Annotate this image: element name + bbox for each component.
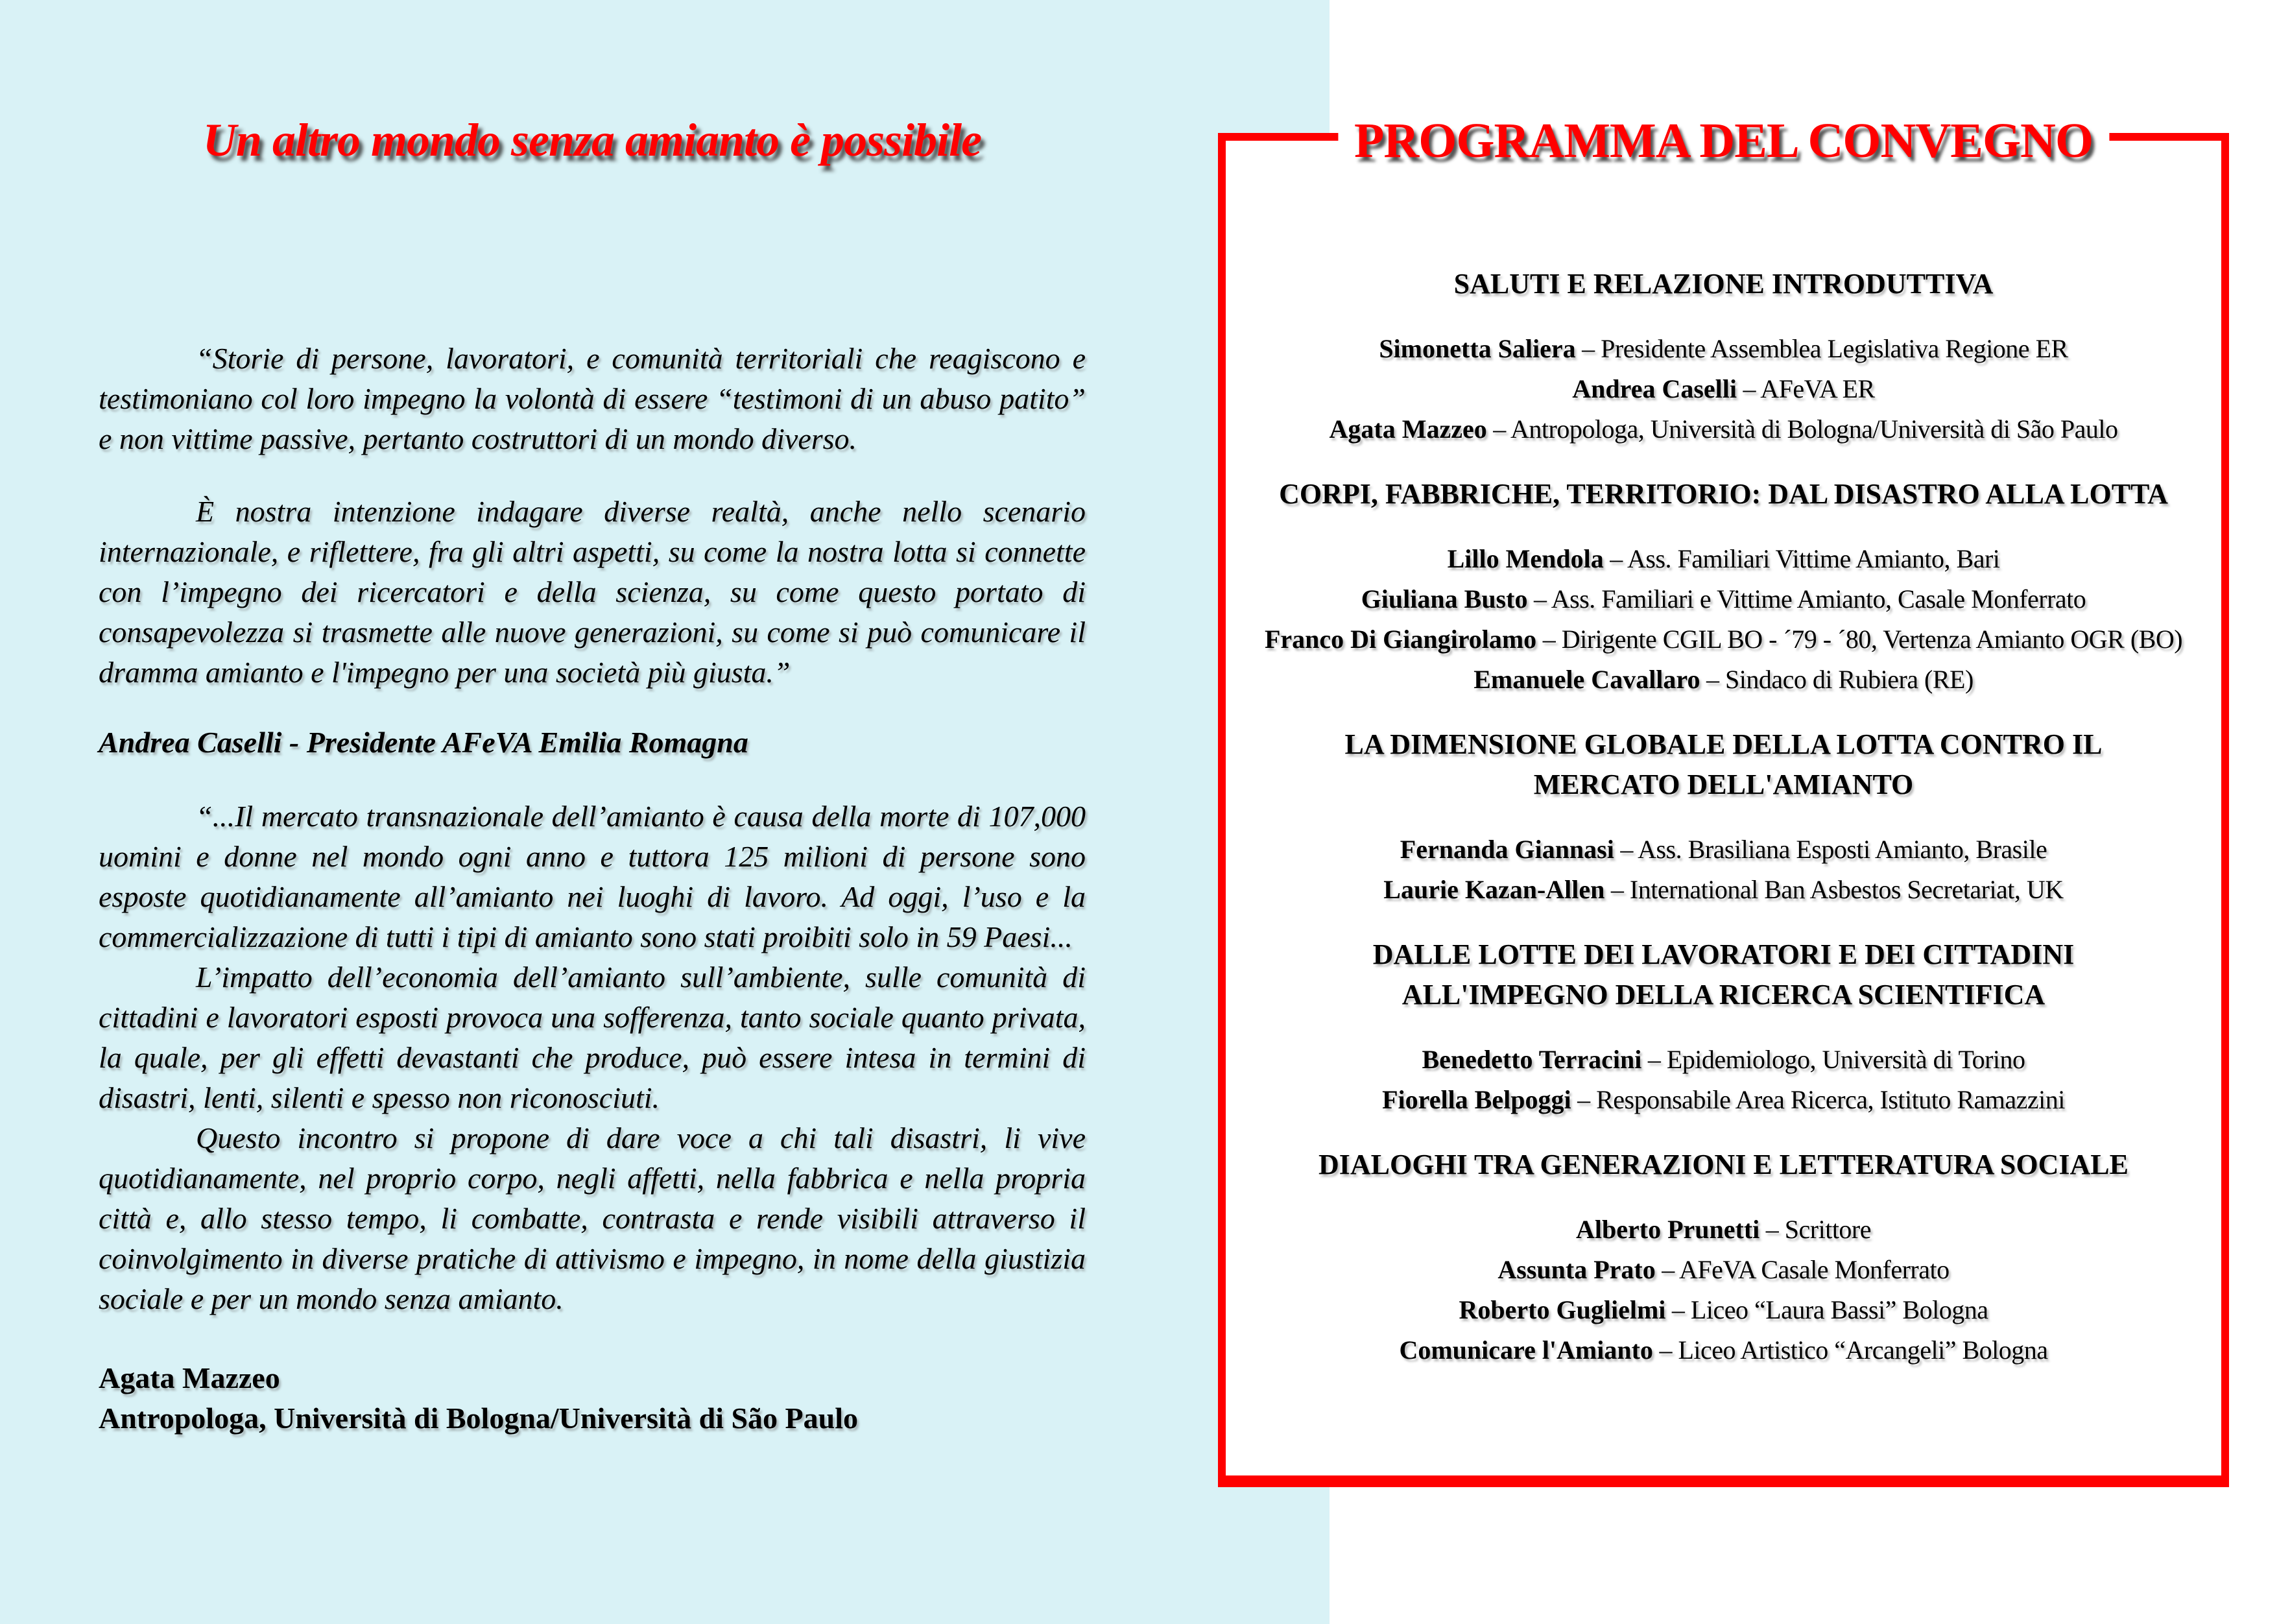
signature-name: Agata Mazzeo <box>99 1361 280 1394</box>
speaker-role: Epidemiologo, Università di Torino <box>1666 1045 2025 1074</box>
speaker-role: Liceo “Laura Bassi” Bologna <box>1690 1295 1988 1324</box>
speaker-role: Presidente Assemblea Legislativa Regione ER <box>1601 334 2068 363</box>
speaker-name: Franco Di Giangirolamo <box>1264 625 1537 654</box>
speaker-role: Ass. Brasiliana Esposti Amianto, Brasile <box>1638 835 2047 864</box>
session-entries-dimensione-globale <box>1232 830 2215 910</box>
entry-separator: – <box>1652 1335 1678 1365</box>
speaker-role: Responsabile Area Ricerca, Istituto Ramazzini <box>1596 1085 2065 1114</box>
entry-separator: – <box>1536 625 1562 654</box>
program-entry <box>1232 1210 2215 1250</box>
entry-separator: – <box>1641 1045 1667 1074</box>
entry-separator: – <box>1527 584 1551 614</box>
session-header-corpi: CORPI, FABBRICHE, TERRITORIO: DAL DISASTRO ALLA LOTTA <box>1279 478 2168 510</box>
program-entry <box>1232 830 2215 870</box>
entry-separator: – <box>1665 1295 1691 1324</box>
program-entry <box>1232 660 2215 700</box>
speaker-name: Assunta Prato <box>1497 1255 1656 1284</box>
entry-separator: – <box>1604 875 1630 904</box>
speaker-role: Antropologa, Università di Bologna/Università di São Paulo <box>1510 414 2118 444</box>
speaker-role: Liceo Artistico “Arcangeli” Bologna <box>1678 1335 2048 1365</box>
entry-separator: – <box>1571 1085 1597 1114</box>
intro-quote-paragraph: “Storie di persone, lavoratori, e comunità territoriali che reagiscono e testimoniano col loro impegno la volontà di essere “testimoni di un abuso patito” e non vittime passive, pertanto costruttori di un mondo diverso. <box>99 342 1086 455</box>
program-entry <box>1232 1330 2215 1370</box>
program-entry <box>1232 329 2215 369</box>
entry-separator: – <box>1655 1255 1680 1284</box>
session-entries-dialoghi <box>1232 1210 2215 1370</box>
session-header-dialoghi: DIALOGHI TRA GENERAZIONI E LETTERATURA SOCIALE <box>1318 1149 2129 1180</box>
left-column <box>99 110 1086 1468</box>
speaker-role: Sindaco di Rubiera (RE) <box>1724 665 1974 694</box>
speaker-role: International Ban Asbestos Secretariat, UK <box>1629 875 2064 904</box>
session-entries-corpi <box>1232 539 2215 700</box>
speaker-name: Laurie Kazan-Allen <box>1383 875 1605 904</box>
speaker-name: Fiorella Belpoggi <box>1382 1085 1571 1114</box>
session-entries-dalle-lotte <box>1232 1040 2215 1120</box>
speaker-name: Lillo Mendola <box>1447 544 1604 573</box>
speaker-role: Dirigente CGIL BO - ´79 - ´80, Vertenza Amianto OGR (BO) <box>1561 625 2183 654</box>
signature-block <box>99 1358 1086 1439</box>
speaker-name: Agata Mazzeo <box>1329 414 1487 444</box>
speaker-role: Scrittore <box>1784 1215 1871 1244</box>
speaker-role: AFeVA Casale Monferrato <box>1679 1255 1950 1284</box>
program-entry <box>1232 870 2215 910</box>
session-header-saluti: SALUTI E RELAZIONE INTRODUTTIVA <box>1453 268 1994 300</box>
program-entry <box>1232 539 2215 579</box>
author-line: Andrea Caselli - Presidente AFeVA Emilia Romagna <box>99 726 748 759</box>
program-entry <box>1232 1080 2215 1120</box>
program-content <box>1226 141 2221 1370</box>
program-title: PROGRAMMA DEL CONVEGNO <box>1338 107 2109 174</box>
session-header-dimensione-globale: LA DIMENSIONE GLOBALE DELLA LOTTA CONTRO IL MERCATO DELL'AMIANTO <box>1344 728 2103 800</box>
program-entry <box>1232 579 2215 619</box>
program-box <box>1218 113 2229 1487</box>
program-entry <box>1232 1040 2215 1080</box>
market-quote-paragraph: “...Il mercato transnazionale dell’amianto è causa della morte di 107,000 uomini e donne nel mondo ogni anno e tuttora 125 milioni di persone sono esposte quotidianamente all’amianto nei luoghi di lavoro. Ad oggi, l’uso e la commercializzazione di tutti i tipi di amianto sono stati proibiti solo in 59 Paesi... <box>99 800 1086 953</box>
left-title: Un altro mondo senza amianto è possibile <box>202 114 982 166</box>
entry-separator: – <box>1614 835 1638 864</box>
entry-separator: – <box>1759 1215 1785 1244</box>
speaker-name: Andrea Caselli <box>1572 374 1737 403</box>
speaker-role: Ass. Familiari Vittime Amianto, Bari <box>1627 544 2000 573</box>
program-entry <box>1232 369 2215 409</box>
entry-separator: – <box>1486 414 1511 444</box>
program-entry <box>1232 1290 2215 1330</box>
speaker-role: Ass. Familiari e Vittime Amianto, Casale Monferrato <box>1551 584 2086 614</box>
intent-paragraph: È nostra intenzione indagare diverse realtà, anche nello scenario internazionale, e riflettere, fra gli altri aspetti, su come la nostra lotta si connette con l’impegno dei ricercatori e della scienza, su come questo portato di consapevolezza si trasmette alle nuove generazioni, su come si può comunicare il dramma amianto e l'impegno per una società più giusta.” <box>99 495 1086 689</box>
speaker-name: Roberto Guglielmi <box>1459 1295 1666 1324</box>
entry-separator: – <box>1700 665 1725 694</box>
entry-separator: – <box>1575 334 1601 363</box>
signature-role: Antropologa, Università di Bologna/Università di São Paulo <box>99 1402 859 1435</box>
meeting-purpose-paragraph: Questo incontro si propone di dare voce a chi tali disastri, li vive quotidianamente, nel proprio corpo, negli affetti, nella fabbrica e nella propria città e, allo stesso tempo, li combatte, contrasta e rende visibili attraverso il coinvolgimento in diverse pratiche di attivismo e impegno, in nome della giustizia sociale e per un mondo senza amianto. <box>99 1121 1086 1315</box>
speaker-name: Emanuele Cavallaro <box>1473 665 1700 694</box>
speaker-name: Alberto Prunetti <box>1576 1215 1760 1244</box>
entry-separator: – <box>1603 544 1628 573</box>
program-entry <box>1232 619 2215 660</box>
speaker-name: Comunicare l'Amianto <box>1399 1335 1653 1365</box>
entry-separator: – <box>1737 374 1761 403</box>
session-header-dalle-lotte: DALLE LOTTE DEI LAVORATORI E DEI CITTADINI ALL'IMPEGNO DELLA RICERCA SCIENTIFICA <box>1372 938 2075 1010</box>
session-entries-saluti <box>1232 329 2215 449</box>
speaker-name: Fernanda Giannasi <box>1400 835 1614 864</box>
speaker-role: AFeVA ER <box>1760 374 1875 403</box>
speaker-name: Giuliana Busto <box>1361 584 1528 614</box>
impact-paragraph: L’impatto dell’economia dell’amianto sull’ambiente, sulle comunità di cittadini e lavoratori esposti provoca una sofferenza, tanto sociale quanto privata, la quale, per gli effetti devastanti che produce, può essere intesa in termini di disastri, lenti, silenti e spesso non riconosciuti. <box>99 961 1086 1114</box>
program-entry <box>1232 409 2215 449</box>
program-entry <box>1232 1250 2215 1290</box>
speaker-name: Benedetto Terracini <box>1422 1045 1642 1074</box>
speaker-name: Simonetta Saliera <box>1379 334 1576 363</box>
